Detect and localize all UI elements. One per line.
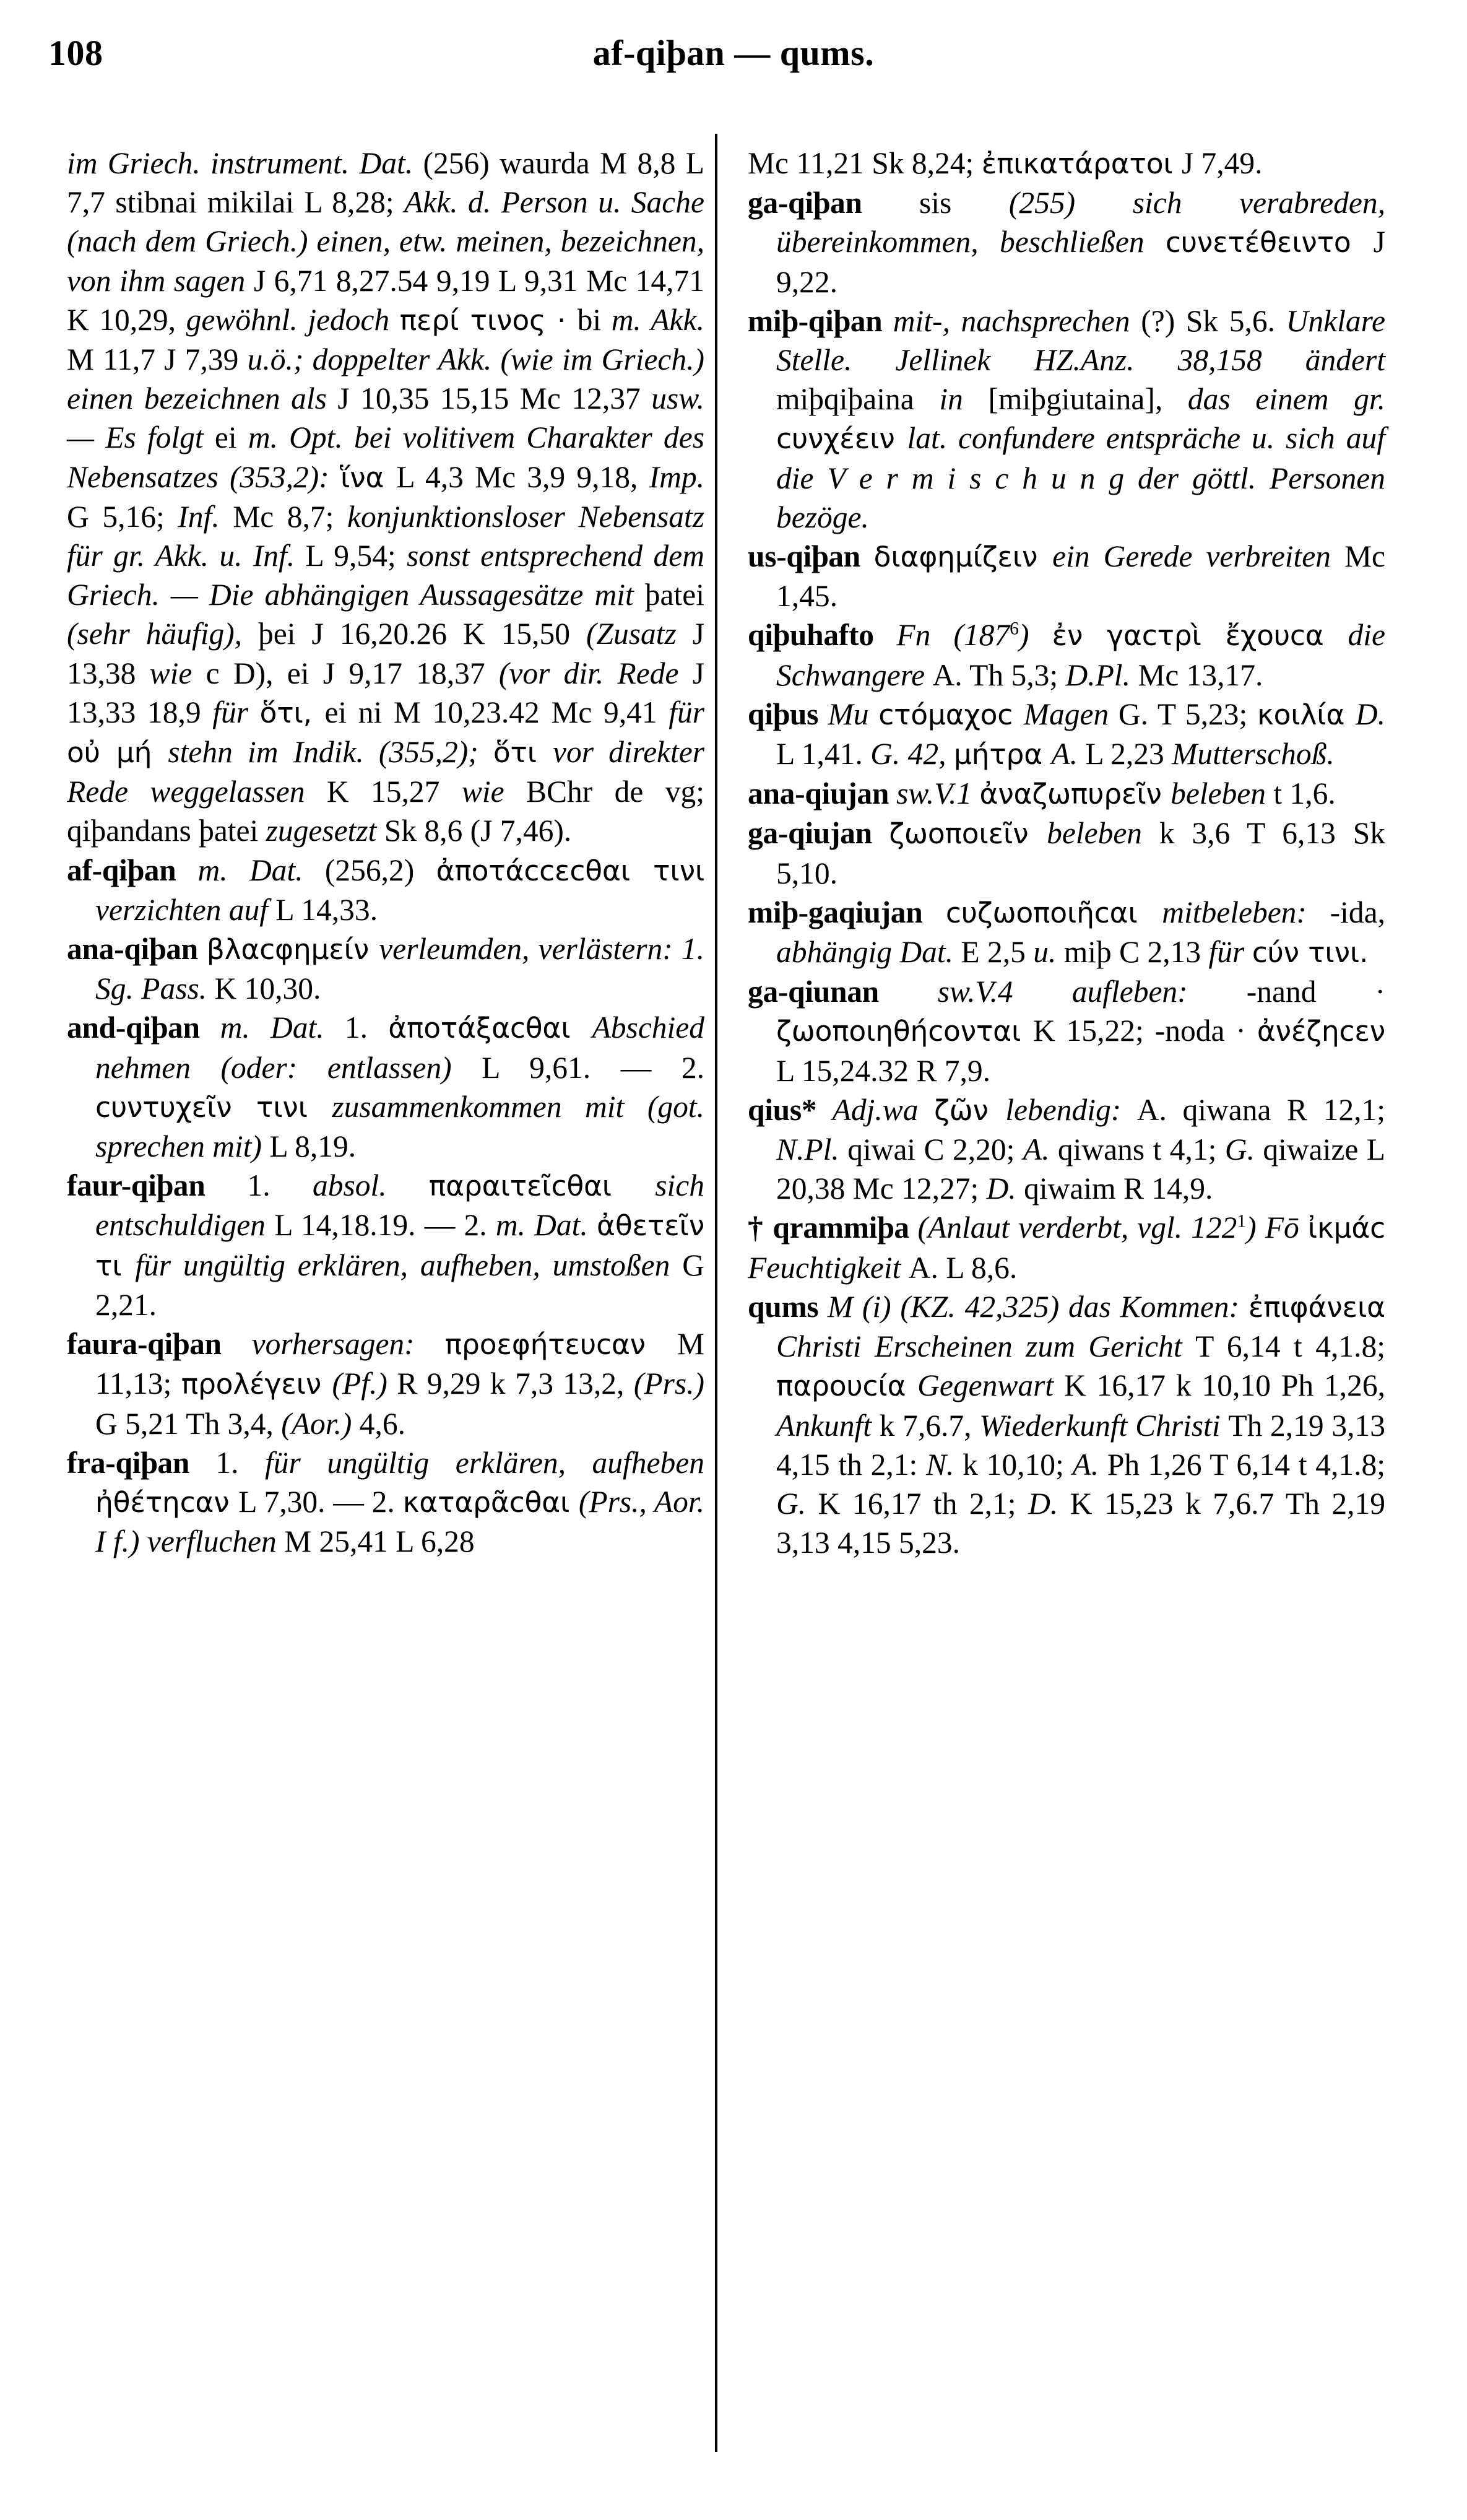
entry-fra-qiþan [67, 1443, 704, 1562]
citation: M 25,41 L 6,28 [284, 1524, 475, 1559]
headword: qums [748, 1289, 828, 1324]
german-gloss: Unklare Stelle. Jellinek HZ.Anz. 38,158 ändert [776, 303, 1386, 378]
citation: t 1,6. [1273, 776, 1336, 811]
german-gloss: u.ö.; doppelter Akk. (wie im Griech.) einen bezeichnen als [67, 342, 704, 416]
entry-qums [748, 1287, 1385, 1562]
entry-fra-qiþan-continued [748, 144, 1385, 183]
headword: ana-qiþan [67, 932, 207, 967]
entry-qiþus [748, 695, 1385, 774]
greek-gloss: προλέγειν [181, 1368, 332, 1401]
german-gloss: Akk. d. Person u. Sache (nach dem Griech.) einen, etw. meinen, bezeichnen, von ihm sagen [67, 185, 704, 298]
citation: J 9,22. [776, 225, 1385, 299]
entry-ga-qiunan [748, 972, 1385, 1090]
german-gloss: D. [1028, 1486, 1070, 1521]
citation: qiwaim R 14,9. [1024, 1171, 1213, 1206]
greek-gloss: καταρᾶcθαι [402, 1485, 579, 1519]
citation: 4,6. [359, 1406, 405, 1441]
german-gloss: mitbeleben: [1162, 895, 1330, 929]
citation: Mc 11,21 Sk 8,24; [748, 146, 982, 180]
german-gloss: A. [1023, 1132, 1058, 1167]
citation: þei J 16,20.26 K 15,50 [258, 617, 586, 651]
greek-gloss: περί τινος · [399, 303, 578, 337]
german-gloss: absol. [312, 1168, 429, 1203]
german-gloss: ) [1019, 618, 1052, 653]
german-gloss: das einem gr. [1187, 382, 1385, 417]
greek-gloss: διαφημίζειν [873, 541, 1053, 574]
german-gloss: das Kommen: [1068, 1289, 1248, 1324]
citation: L 1,41. [776, 737, 871, 771]
entry-ana-qiujan [748, 774, 1385, 814]
superscript-note: 6 [1010, 619, 1019, 639]
german-gloss: Wiederkunft Christi [979, 1408, 1229, 1443]
greek-gloss: ἐν γαcτρὶ ἔχουcα [1052, 619, 1348, 653]
german-gloss: wie [149, 656, 206, 690]
greek-gloss: cτόμαχοc [878, 698, 1024, 731]
greek-gloss: παρουcία [776, 1370, 918, 1403]
german-gloss: Fō [1265, 1210, 1308, 1245]
citation: R 9,29 k 7,3 13,2, [397, 1366, 634, 1401]
greek-gloss: ἐπικατάρατοι [981, 147, 1182, 180]
german-gloss: (Zusatz [586, 617, 693, 651]
citation: A. L 8,6. [908, 1250, 1018, 1285]
entry-miþ-qiþan [748, 302, 1385, 537]
german-gloss: stehn im Indik. (355,2); [168, 735, 493, 770]
german-gloss: wie [461, 775, 526, 809]
body-columns [0, 144, 1467, 2496]
citation: miþqiþaina [776, 382, 940, 417]
german-gloss: Christi Erscheinen zum Gericht [776, 1329, 1196, 1364]
headword: qiþuhafto [748, 618, 897, 653]
german-gloss: (Prs.) [633, 1366, 704, 1401]
german-gloss: ) [1246, 1210, 1265, 1245]
greek-gloss: ἵνα [340, 461, 397, 494]
citation: J 10,35 15,15 Mc 12,37 [337, 381, 652, 416]
german-gloss: entspräche u. sich auf die [776, 421, 1385, 495]
citation: K 15,22; -noda · [1033, 1014, 1257, 1048]
german-gloss: Ankunft [776, 1408, 880, 1443]
german-gloss: Inf. [178, 499, 233, 534]
headword: ga-qiþan [748, 186, 919, 220]
german-gloss: für [669, 695, 704, 729]
german-gloss: N.Pl. [776, 1132, 848, 1167]
greek-gloss: cυνχέειν [776, 422, 907, 456]
entry-faur-qiþan [67, 1166, 704, 1324]
citation: L 9,54; [305, 539, 407, 573]
citation: K 16,17 th 2,1; [818, 1486, 1029, 1521]
citation: BChr de vg; qiþandans þatei [67, 775, 704, 848]
german-gloss: Imp. [649, 459, 704, 494]
german-gloss: Mu [828, 697, 879, 731]
german-gloss: Abschied nehmen (oder: entlassen) [95, 1010, 705, 1085]
citation: bi [577, 302, 612, 337]
german-gloss: m. Dat. [197, 853, 325, 887]
german-gloss: mit-, nachsprechen [893, 303, 1141, 338]
citation: k 10,10; [963, 1447, 1073, 1482]
german-gloss: sonst entsprechend dem Griech. — Die abhängigen Aussagesätze mit [67, 539, 704, 612]
greek-gloss: ἀναζωπυρεῖν [979, 778, 1171, 811]
citation: 1. [247, 1168, 313, 1203]
greek-gloss: ὅτι, [259, 696, 325, 729]
citation: G. T 5,23; [1118, 697, 1257, 731]
headword: ga-qiunan [748, 975, 938, 1009]
citation: G 5,16; [67, 499, 178, 534]
citation: [miþgiutaina], [988, 382, 1188, 417]
citation: Mc 1,45. [776, 539, 1386, 614]
german-gloss: N. [925, 1447, 963, 1482]
citation: L 7,30. — 2. [238, 1484, 403, 1519]
headword: faura-qiþan [67, 1327, 252, 1362]
citation: ei ni M 10,23.42 Mc 9,41 [324, 695, 669, 729]
citation: L 8,19. [269, 1129, 357, 1164]
citation: qiwai C 2,20; [847, 1132, 1023, 1167]
german-gloss: A. [1072, 1447, 1107, 1482]
german-gloss: (KZ. 42,325) [900, 1289, 1069, 1324]
citation: Sk 8,6 (J 7,46). [384, 814, 572, 848]
right-column [748, 144, 1385, 1562]
citation: K 15,27 [326, 775, 462, 809]
citation: 1. [215, 1445, 265, 1480]
citation: L 9,61. — 2. [482, 1050, 704, 1085]
citation: E 2,5 [961, 935, 1034, 970]
greek-gloss: ἀποτάξαcθαι [388, 1012, 592, 1045]
citation: ei [214, 420, 248, 455]
headword: ga-qiujan [748, 816, 889, 851]
german-gloss: sw.V.1 [896, 776, 980, 811]
german-gloss: A. [1051, 737, 1086, 771]
german-gloss: im Griech. instrument. Dat. [67, 146, 413, 180]
german-gloss: (Pf.) [332, 1366, 397, 1401]
citation: -ida, [1330, 895, 1385, 929]
german-gloss: G. 42, [870, 737, 954, 771]
greek-gloss: ζωοποιηθήcονται [776, 1015, 1033, 1048]
headword: and-qiþan [67, 1010, 220, 1045]
citation: L 14,18.19. — 2. [274, 1208, 496, 1243]
entry-us-qiþan [748, 537, 1385, 615]
citation: c D), ei J 9,17 18,37 [206, 656, 499, 690]
greek-gloss: ὅτι [493, 736, 553, 770]
german-gloss: (Anlaut verderbt, vgl. 122 [917, 1210, 1237, 1245]
headword: qiþus [748, 697, 828, 731]
citation: (?) Sk 5,6. [1141, 303, 1286, 338]
german-gloss: m. Opt. bei volitivem Charakter des Nebensatzes (353,2): [67, 420, 704, 494]
running-head-title: af-qiþan — qums. [592, 33, 875, 73]
headword: miþ-qiþan [748, 303, 893, 338]
german-gloss: verleumden, verlästern: 1. Sg. Pass. [95, 932, 705, 1006]
entry-ga-qiujan [748, 814, 1385, 892]
greek-gloss: cυντυχεῖν τινι [95, 1090, 332, 1124]
citation: A. Th 5,3; [932, 658, 1066, 692]
citation: M 11,7 J 7,39 [67, 342, 248, 377]
greek-gloss: κοιλία [1257, 698, 1356, 731]
german-gloss: vor direkter Rede weggelassen [67, 735, 704, 809]
entry-and-qiþan [67, 1008, 704, 1166]
citation: J 13,33 18,9 [67, 656, 704, 729]
citation: þatei [644, 578, 704, 612]
entry-ana-qiþan [67, 929, 704, 1008]
page-number: 108 [48, 33, 103, 73]
german-gloss: für ungültig erklären, aufheben, umstoßen [135, 1248, 683, 1282]
headword: miþ-gaqiujan [748, 895, 946, 929]
citation: L 15,24.32 R 7,9. [776, 1053, 991, 1088]
citation: (256,2) [324, 853, 436, 887]
german-gloss: zugesetzt [266, 814, 384, 848]
german-gloss: (sehr häufig), [67, 617, 259, 651]
german-gloss: aufleben: [1071, 975, 1247, 1009]
german-gloss: G. [776, 1486, 818, 1521]
german-gloss: sw.V.4 [937, 975, 1072, 1009]
german-gloss: abhängig Dat. [776, 935, 961, 970]
citation: waurda M 8,8 L 7,7 stibnai mikilai L 8,28; [67, 146, 704, 220]
citation: J 13,38 [67, 617, 704, 690]
german-gloss: beleben [1171, 776, 1274, 811]
german-gloss: D. [1355, 697, 1385, 731]
citation: G 5,21 Th 3,4, [95, 1406, 282, 1441]
german-gloss: D.Pl. [1065, 658, 1138, 692]
german-gloss: sich verabreden, übereinkommen, beschließen [776, 186, 1385, 259]
german-gloss: V e r m i s c h u n g [827, 461, 1138, 495]
citation: L 2,23 [1085, 737, 1172, 771]
entry-qrammiþa [748, 1208, 1385, 1287]
citation: (256) [413, 146, 500, 180]
german-gloss: (255) [1008, 186, 1133, 220]
german-gloss: D. [986, 1171, 1024, 1206]
greek-gloss: ἰκμάc [1307, 1212, 1386, 1245]
greek-gloss: παραιτεῖcθαι [428, 1170, 656, 1203]
german-gloss: m. Dat. [220, 1010, 345, 1045]
citation: -nand · [1246, 975, 1386, 1009]
headword: qius* [748, 1092, 833, 1127]
german-gloss: für [212, 695, 260, 729]
german-gloss: u. [1033, 935, 1064, 970]
german-gloss: Magen [1023, 697, 1119, 731]
german-gloss: Fn [896, 618, 954, 653]
superscript-note: 1 [1237, 1211, 1247, 1232]
german-gloss: (vor dir. Rede [498, 656, 693, 690]
german-gloss: vorhersagen: [251, 1327, 445, 1362]
headword: faur-qiþan [67, 1168, 248, 1203]
headword: us-qiþan [748, 539, 874, 574]
entry-qius [748, 1090, 1385, 1209]
german-gloss: konjunktionsloser Nebensatz für gr. Akk. u. Inf. [67, 499, 704, 573]
german-gloss: m. Akk. [611, 302, 705, 337]
greek-gloss: ἐπιφάνεια [1248, 1290, 1385, 1324]
citation: Ph 1,26 T 6,14 t 4,1.8; [1107, 1447, 1385, 1482]
german-gloss: M [827, 1289, 862, 1324]
greek-gloss: ἠθέτηcαν [95, 1485, 239, 1519]
headword: af-qiþan [67, 853, 198, 887]
entry-faura-qiþan [67, 1324, 704, 1443]
citation: qiwaize L 20,38 Mc 12,27; [776, 1132, 1385, 1206]
citation: G 2,21. [95, 1248, 704, 1322]
citation: Mc 8,7; [233, 499, 347, 534]
citation: J 6,71 8,27.54 9,19 L 9,31 Mc 14,71 K 10,29, [67, 263, 704, 337]
entry-qiþuhafto [748, 615, 1385, 694]
greek-gloss: ἀνέζηcεν [1257, 1015, 1385, 1048]
german-gloss: Mutterschoß. [1172, 737, 1335, 771]
greek-gloss: προεφήτευcαν [444, 1328, 677, 1362]
dagger-icon: † [748, 1210, 773, 1245]
german-gloss: lat. [907, 421, 959, 456]
entry-qiþan-continued [67, 144, 704, 851]
german-gloss: zusammenkommen mit (got. sprechen mit) [95, 1089, 704, 1164]
citation: K 10,30. [214, 971, 321, 1006]
german-gloss: verfluchen [147, 1524, 285, 1559]
german-gloss: Adj.wa [832, 1092, 935, 1127]
german-gloss: die Schwangere [776, 618, 1386, 692]
german-gloss: gewöhnl. jedoch [186, 302, 400, 337]
german-gloss: verzichten auf [95, 892, 276, 927]
greek-gloss: ἀθετεῖν τι [95, 1209, 704, 1282]
headword: ana-qiujan [748, 776, 897, 811]
citation: K 15,23 k 7,6.7 Th 2,19 3,13 4,15 5,23. [776, 1486, 1386, 1560]
german-gloss: ein Gerede verbreiten [1052, 539, 1345, 574]
german-gloss: m. Dat. [495, 1208, 597, 1243]
greek-gloss: cυνετέθειντο [1165, 226, 1374, 259]
citation: A. qiwana R 12,1; [1136, 1092, 1385, 1127]
citation: miþ C 2,13 [1063, 935, 1209, 970]
running-head [0, 32, 1467, 88]
citation: L 14,33. [275, 892, 378, 927]
german-gloss: Feuchtigkeit [748, 1250, 909, 1285]
german-gloss: Gegenwart [917, 1368, 1065, 1403]
citation: K 16,17 k 10,10 Ph 1,26, [1064, 1368, 1385, 1403]
german-gloss: sich entschuldigen [95, 1168, 704, 1243]
citation: sis [919, 186, 1009, 220]
german-gloss: G. [1224, 1132, 1263, 1167]
german-gloss: (Aor.) [281, 1406, 360, 1441]
citation: qiwans t 4,1; [1057, 1132, 1225, 1167]
citation: Th 2,19 3,13 4,15 th 2,1: [776, 1408, 1385, 1482]
german-gloss: (Prs., Aor. I f.) [95, 1484, 704, 1559]
greek-gloss: βλαcφημείν [206, 933, 379, 967]
entry-ga-qiþan [748, 183, 1385, 302]
greek-gloss: οὐ μή [67, 736, 168, 770]
greek-gloss: ἀποτάccεcθαι τινι [436, 854, 705, 887]
citation: Mc 13,17. [1138, 658, 1263, 692]
german-gloss: (i) [862, 1289, 901, 1324]
german-gloss: für [1208, 935, 1252, 970]
greek-gloss: μήτρα [953, 738, 1052, 771]
headword: fra-qiþan [67, 1445, 216, 1480]
german-gloss: usw. — Es folgt [67, 381, 705, 455]
greek-gloss: ζῶν [934, 1093, 1006, 1127]
german-gloss: confundere [958, 421, 1106, 456]
citation: k 3,6 T 6,13 Sk 5,10. [776, 816, 1386, 890]
german-gloss: beleben [1047, 816, 1159, 851]
entry-af-qiþan [67, 851, 704, 929]
german-gloss: (187 [953, 618, 1010, 653]
german-gloss: der göttl. Personen bezöge. [776, 461, 1385, 534]
citation: T 6,14 t 4,1.8; [1195, 1329, 1385, 1364]
german-gloss: für ungültig erklären, aufheben [264, 1445, 704, 1480]
citation: 1. [344, 1010, 389, 1045]
headword: qrammiþa [772, 1210, 918, 1245]
citation: J 7,49. [1181, 146, 1263, 180]
german-gloss: in [939, 382, 989, 417]
citation: M 11,13; [95, 1327, 704, 1401]
greek-gloss: cύν τινι. [1252, 936, 1369, 970]
left-column [67, 144, 704, 1561]
citation: k 7,6.7, [879, 1408, 980, 1443]
greek-gloss: cυζωοποιῆcαι [945, 896, 1162, 929]
entry-miþ-gaqiujan [748, 893, 1385, 972]
citation: L 4,3 Mc 3,9 9,18, [396, 459, 649, 494]
german-gloss: lebendig: [1005, 1092, 1137, 1127]
greek-gloss: ζωοποιεῖν [889, 817, 1047, 851]
